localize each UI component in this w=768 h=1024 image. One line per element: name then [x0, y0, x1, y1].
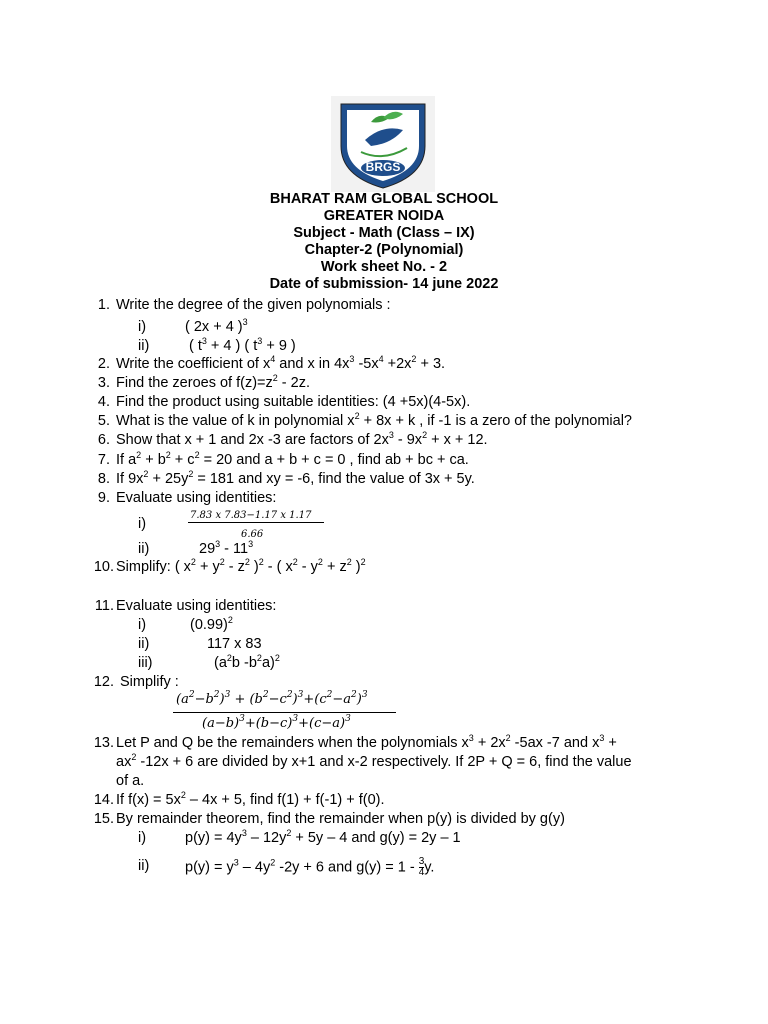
- q6-number: 6.: [97, 432, 110, 448]
- q1-number: 1.: [97, 297, 110, 313]
- q9-i-fraction-bar: [188, 522, 324, 523]
- q1-ii-expr: ( $t^3 + 4$ ) ( $t^3 + 9$ ): [189, 336, 296, 354]
- q15-i-expr: $p(y) = 4y^3 - 12y^2 + 5y - 4$ and g(y) = 2y – 1: [185, 828, 461, 846]
- q13-line1: Let P and Q be the remainders when the polynomials $x^3 + 2x^2$ -5ax -7 and $x^3$ +: [116, 733, 617, 751]
- q13-number: 13.: [93, 735, 114, 751]
- q9-ii-label: ii): [138, 541, 150, 557]
- worksheet-line: Work sheet No. - 2: [320, 259, 448, 275]
- q11-text: Evaluate using identities:: [116, 598, 277, 614]
- q11-number: 11.: [94, 598, 114, 614]
- q3-number: 3.: [97, 375, 110, 391]
- q2-number: 2.: [97, 356, 110, 372]
- q11-i-expr: $(0.99)^2$: [190, 615, 233, 633]
- q15-ii-expr: $p(y) = y^3 - 4y^2$ -2y + 6 and g(y) = 1 - $\frac{3}{4}$ y.: [185, 856, 435, 878]
- q15-i-label: i): [138, 830, 147, 846]
- q12-denominator: $(a-b)^3+(b-c)^3+(c-a)^3$: [202, 714, 351, 731]
- q14-number: 14.: [93, 792, 114, 808]
- q10-text: Simplify: ( $x^2 + y^2 - z^2$ )$^2$ - ( $x^2 - y^2 + z^2$ )$^2$: [116, 557, 366, 575]
- q12-text: Simplify :: [120, 674, 179, 690]
- q15-number: 15.: [93, 811, 114, 827]
- q8-text: If $9x^2 + 25y^2 = 181$ and xy = -6, find the value of 3x + 5y.: [116, 469, 475, 487]
- q7-number: 7.: [97, 452, 110, 468]
- date-line: Date of submission- 14 june 2022: [269, 276, 499, 292]
- q4-text: Find the product using suitable identities: (4 +5x)(4-5x).: [116, 394, 471, 410]
- q1-i-expr: ( 2x + 4 )$^3$: [185, 317, 248, 335]
- q9-number: 9.: [97, 490, 110, 506]
- q5-number: 5.: [97, 413, 110, 429]
- q5-text: What is the value of k in polynomial $x^2 + 8x + k$ , if -1 is a zero of the polynomial?: [116, 411, 632, 429]
- q11-i-label: i): [138, 617, 147, 633]
- q9-i-label: i): [138, 516, 147, 532]
- q12-fraction-bar: [173, 712, 396, 713]
- q9-i-denominator: 6.66: [241, 529, 264, 540]
- q15-ii-label: ii): [138, 858, 150, 874]
- q1-ii-label: ii): [138, 338, 150, 354]
- q1-i-label: i): [138, 319, 147, 335]
- q8-number: 8.: [97, 471, 110, 487]
- q4-number: 4.: [97, 394, 110, 410]
- q10-number: 10.: [93, 559, 114, 575]
- q11-iii-label: iii): [138, 655, 153, 671]
- q1-text: Write the degree of the given polynomials :: [116, 297, 391, 313]
- school-city: GREATER NOIDA: [323, 208, 445, 224]
- q9-ii-expr: $29^3 - 11^3$: [199, 539, 254, 557]
- q13-line2: $ax^2$ -12x + 6 are divided by x+1 and x-2 respectively. If 2P + Q = 6, find the value: [116, 752, 632, 770]
- q2-text: Write the coefficient of $x^4$ and x in $4x^3$ $-5x^4 +2x^2 + 3$.: [116, 354, 446, 372]
- q11-ii-label: ii): [138, 636, 150, 652]
- q14-text: If $f(x) = 5x^2 - 4x + 5$, find f(1) + f(-1) + f(0).: [116, 790, 385, 808]
- q3-text: Find the zeroes of $f(z)=z^2 - 2z$.: [116, 373, 310, 391]
- q9-i-numerator: 7.83 x 7.83−1.17 x 1.17: [190, 510, 312, 521]
- q11-ii-expr: 117 x 83: [207, 636, 262, 652]
- q12-number: 12.: [93, 674, 114, 690]
- q7-text: If $a^2 + b^2 + c^2 = 20$ and a + b + c = 0 , find ab + bc + ca.: [116, 450, 469, 468]
- subject-line: Subject - Math (Class – IX): [293, 225, 475, 241]
- q9-text: Evaluate using identities:: [116, 490, 277, 506]
- logo-text: BRGS: [365, 160, 401, 174]
- q11-iii-expr: ($a^2b$ $-b^2a)^2$: [214, 653, 280, 671]
- chapter-line: Chapter-2 (Polynomial): [304, 242, 464, 258]
- q12-numerator: $(a^2-b^2)^3 + (b^2-c^2)^3+(c^2-a^2)^3$: [176, 690, 368, 707]
- school-logo: [331, 96, 435, 192]
- q15-text: By remainder theorem, find the remainder when p(y) is divided by g(y): [116, 811, 565, 827]
- q13-line3: of a.: [116, 773, 145, 789]
- school-name: BHARAT RAM GLOBAL SCHOOL: [269, 191, 499, 207]
- q6-text: Show that x + 1 and 2x -3 are factors of $2x^3 - 9x^2 + x + 12$.: [116, 430, 488, 448]
